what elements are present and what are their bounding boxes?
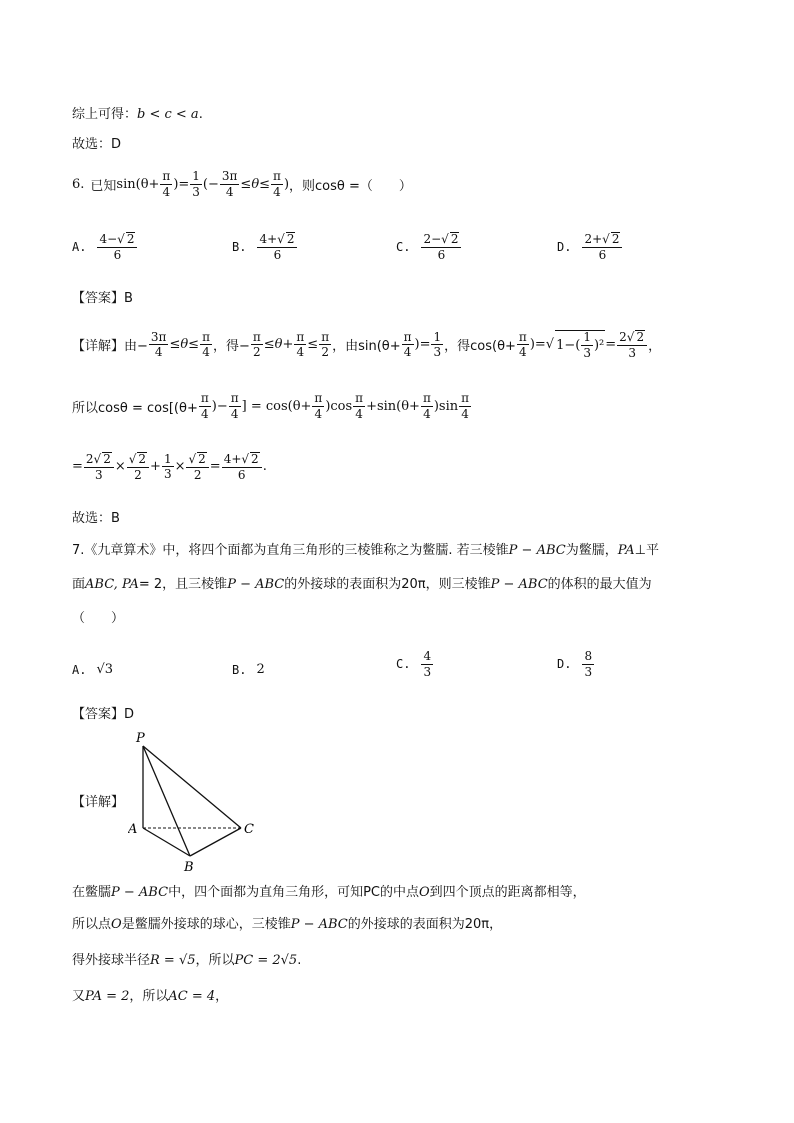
q7-sol3: 得外接球半径R = √5，所以PC = 2√5.	[72, 953, 302, 968]
q6-option-c[interactable]: C. $\frac{2-√ 2}{6}$	[396, 232, 462, 261]
choice-q5: 故选：D	[72, 137, 122, 152]
q7-detail-tag: 【详解】	[72, 795, 125, 810]
summary-expr: b < c < a	[137, 107, 199, 122]
q6-number: 6.	[72, 176, 85, 192]
vertex-label-p: P	[136, 731, 145, 746]
q7-answer: 【答案】D	[72, 707, 135, 722]
q6-option-d[interactable]: D. $\frac{2+√ 2}{6}$	[557, 232, 623, 261]
q6-le-theta-le: ≤θ≤	[240, 176, 271, 192]
q6-frac-pi-4: $\frac{\pi}{4}$	[162, 169, 171, 199]
q6-detail-tag: 【详解】	[72, 339, 125, 355]
q7-option-d[interactable]: D. $\frac{8}{3}$	[557, 649, 593, 679]
q6-detail-line3: = $\frac{2√ 2}{3}$ × $\frac{√ 2}{2}$ + $\frac{1}{3}$ × $\frac{√ 2}{2}$ = $\frac{4+√ 2}{6}$ .	[72, 451, 267, 482]
summary-line	[72, 108, 203, 121]
tetrahedron-figure	[128, 728, 268, 873]
option-label: B.	[232, 239, 247, 254]
q7-option-c[interactable]: C. $\frac{4}{3}$	[396, 649, 432, 679]
summary-prefix: 综上可得：	[72, 107, 138, 122]
option-label: C.	[396, 239, 411, 254]
q7-option-a[interactable]: A. √3	[72, 662, 114, 677]
option-label: B.	[232, 662, 247, 677]
q6-detail-line2: 所以cosθ = cos[(θ+ $\frac{\pi}{4}$ )− $\frac{\pi}{4}$ ] = cos(θ+ $\frac{\pi}{4}$ )cos $\frac{\pi}{4}$ +sin(θ+ $\frac{\pi}{4}$ )sin $\frac{\pi}{4}$	[72, 391, 470, 421]
option-label: A.	[72, 239, 87, 254]
option-label: D.	[557, 657, 572, 672]
q6-choice: 故选：B	[72, 511, 120, 526]
edge-pc	[143, 746, 241, 828]
q6-tail: ，则cosθ =（ ）	[289, 178, 412, 194]
vertex-label-b: B	[184, 860, 194, 873]
q6-stem	[72, 170, 412, 198]
q7-line1: 7.《九章算术》中，将四个面都为直角三角形的三棱锥称之为鳖臑. 若三棱锥P − ABC为鳖臑，PA⊥平	[72, 543, 660, 558]
edge-bc	[190, 828, 241, 856]
vertex-label-a: A	[128, 822, 138, 837]
q6-range-close: )	[283, 176, 290, 192]
q7-line3: （ ）	[72, 611, 125, 626]
option-label: D.	[557, 239, 572, 254]
option-label: C.	[396, 657, 411, 672]
q6-frac-1-3: $\frac{1}{3}$	[192, 169, 200, 199]
q7-option-b[interactable]: B. 2	[232, 662, 265, 677]
summary-suffix: .	[198, 107, 203, 122]
q7-sol4: 又PA = 2，所以AC = 4，	[72, 989, 229, 1004]
q7-sol1: 在鳖臑P − ABC中，四个面都为直角三角形，可知PC的中点O到四个顶点的距离都相等，	[72, 885, 586, 900]
q6-eq-close: )=	[173, 176, 190, 192]
q6-lead: 已知	[90, 178, 117, 194]
q7-sol2: 所以点O是鳖臑外接球的球心，三棱锥P − ABC的外接球的表面积为20π，	[72, 917, 503, 932]
q6-option-b[interactable]: B. $\frac{4+√ 2}{6}$	[232, 232, 298, 261]
q6-frac-3pi-4: $\frac{3\pi}{4}$	[221, 169, 238, 199]
q6-answer: 【答案】B	[72, 291, 133, 306]
q6-range-open: (−	[202, 176, 219, 192]
sqrt-expression: 1−( $\frac{1}{3}$ )²	[556, 330, 605, 360]
edge-pb	[143, 746, 190, 856]
q6-detail-line1: 【详解】 由− $\frac{3\pi}{4}$ ≤θ≤ $\frac{\pi}{4}$ ，得− $\frac{\pi}{2}$ ≤θ+ $\frac{\pi}{4}$ ≤ $\frac{\pi}{2}$ ，由sin(θ+ $\frac{\pi}{4}$ )= $\frac{1}{3}$ ，得cos(θ+ $\frac{\pi}{4}$ )= √ 1−( $\frac{1}{3}$ )² = $\frac{2√ 2}{3}$ ，	[72, 329, 662, 360]
q7-line2: 面ABC, PA= 2，且三棱锥P − ABC的外接球的表面积为20π，则三棱锥P − ABC的体积的最大值为	[72, 577, 652, 592]
q6-option-a[interactable]: A. $\frac{4-√ 2}{6}$	[72, 232, 138, 261]
edge-ab	[143, 828, 190, 856]
q6-sin-open: sin(θ+	[116, 176, 160, 192]
vertex-label-c: C	[244, 822, 254, 837]
option-label: A.	[72, 662, 87, 677]
q6-frac-pi-4b: $\frac{\pi}{4}$	[273, 169, 281, 199]
